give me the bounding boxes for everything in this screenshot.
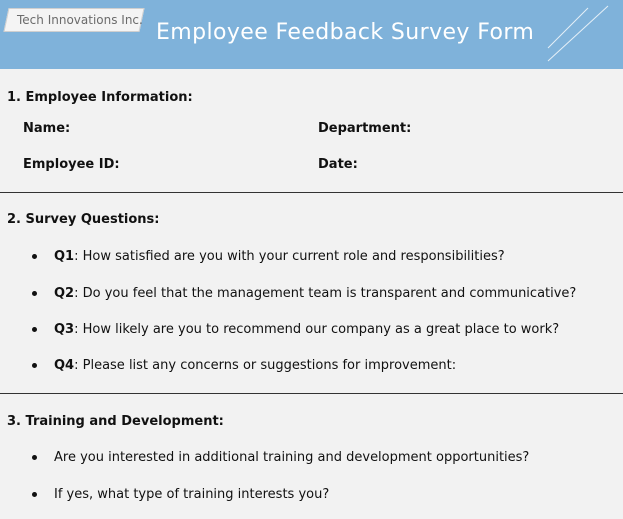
bullet-icon [32,455,37,460]
question-label: Q2 [54,286,75,301]
department-field-label: Department: [318,121,412,136]
question-label: Q3 [54,322,75,337]
question-text [54,286,576,301]
bullet-icon [32,492,37,497]
bullet-icon [32,254,37,259]
question-body: : Do you feel that the management team is transparent and communicative? [74,286,577,301]
question-text [54,322,559,337]
employee-id-field-label: Employee ID: [23,157,120,172]
header-banner [0,0,623,69]
name-field-label: Name: [23,121,71,136]
page-title: Employee Feedback Survey Form [156,20,535,45]
item-text: If yes, what type of training interests you? [54,487,330,502]
question-body: : How likely are you to recommend our company as a great place to work? [74,322,560,337]
question-text [54,249,505,264]
section-survey-questions-title: 2. Survey Questions: [7,212,160,227]
bullet-icon [32,291,37,296]
section-divider [0,192,623,193]
question-body: : How satisfied are you with your current role and responsibilities? [74,249,505,264]
question-label: Q1 [54,249,75,264]
section-divider [0,393,623,394]
bullet-icon [32,363,37,368]
section-employee-information-title: 1. Employee Information: [7,90,193,105]
question-text [54,358,456,373]
item-text: Are you interested in additional training and development opportunities? [54,450,530,465]
bullet-icon [32,327,37,332]
company-badge [3,8,144,32]
date-field-label: Date: [318,157,358,172]
question-label: Q4 [54,358,75,373]
question-body: : Please list any concerns or suggestions for improvement: [74,358,457,373]
section-training-development-title: 3. Training and Development: [7,414,224,429]
decorative-lines-icon [540,0,623,69]
company-name: Tech Innovations Inc. [17,13,143,27]
